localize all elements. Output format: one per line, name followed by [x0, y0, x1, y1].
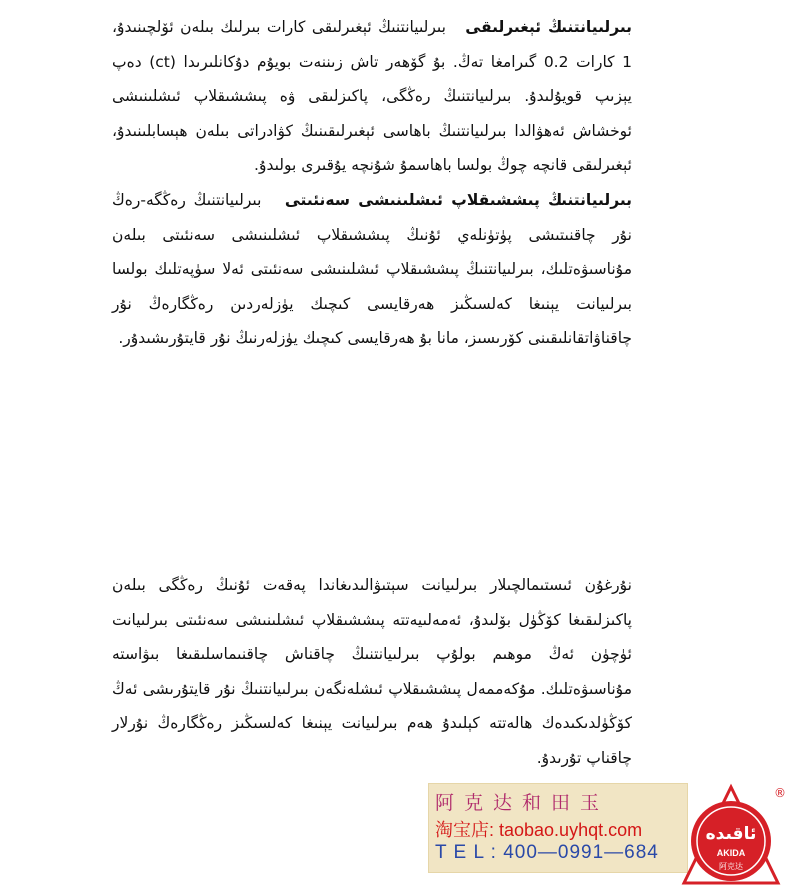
paragraph-heading: بىرلىيانتنىڭ پىششىقلاپ ئىشلىنىشى سەنئىتى [284, 190, 632, 209]
logo-chinese-text: 阿克达 [719, 862, 743, 871]
store-name: 阿克达和田玉 [435, 793, 610, 814]
paragraph-text: بىرلىيانتنىڭ ئېغىرلىقى كارات بىرلىك بىلەن ئۆلچىنىدۇ، 1 كارات 0.2 گىرامغا تەڭ. بۇ گۆھەر تاش زىننەت بويۇم دۇكانلىرىدا (ct) دەپ يېزىپ قويۇلىدۇ. بىرلىيانتنىڭ رەڭگى، پاكىزلىقى ۋە پىششىقلاپ ئىشلىنىشى ئوخشاش ئەھۋالدا بىرلىيانتنىڭ باھاسى ئېغىرلىقىنىڭ كۋادراتى بىلەن ھېسابلىنىدۇ، ئېغىرلىقى قانچە چوڭ بولسا باھاسمۇ شۇنچە يۇقىرى بولىدۇ. [112, 18, 633, 175]
paragraph-text: بىرلىيانتنىڭ رەڭگە-رەڭ نۇر چاقنىتىشى پۈتۈنلەي ئۇنىڭ پىششىقلاپ ئىشلىنىشى سەنئىتى بىلەن مۇناسىۋەتلىك، بىرلىيانتنىڭ پىششىقلاپ ئىشلىنىشى سەنئىتى ئەلا سۈپەتلىك بولسا بىرلىيانت يېنىغا كەلسىڭىز ھەرقايسى كىچىك يۈزلەردىن رەڭگارەڭ نۇر چاقناۋاتقانلىقىنى كۆرىسىز، مانا بۇ ھەرقايسى كىچىك يۈزلەرنىڭ نۇر قايتۇرىشىدۇر. [112, 190, 632, 348]
store-watermark [428, 783, 788, 887]
watermark-box [428, 783, 688, 873]
phone-number: T E L : 400—0991—684 [435, 842, 659, 863]
logo-latin-text: AKIDA [716, 848, 746, 858]
paragraph-cutting-importance [112, 568, 632, 776]
paragraph-diamond-weight [112, 10, 632, 356]
paragraph-text: نۇرغۇن ئىستىمالچىلار بىرلىيانت سېتىۋالىدىغاندا پەقەت ئۇنىڭ رەڭگى بىلەن پاكىزلىقىغا كۆڭۈل بۆلىدۇ، ئەمەلىيەتتە پىششىقلاپ ئىشلىنىشى سەنئىتى بىرلىيانت ئۈچۈن ئەڭ موھىم بولۇپ بىرلىيانتنىڭ چاقناش چاقنىماسلىقىغا بىۋاستە مۇناسىۋەتلىك. مۇكەممەل پىششىقلاپ ئىشلەنگەن بىرلىيانتنىڭ نۇر قايتۇرىشى ئەڭ كۆڭۈلدىكىدەك ھالەتتە كېلىدۇ ھەم بىرلىيانت يېنىغا كەلسىڭىز رەڭگارەڭ نۇرلار چاقناپ تۇرىدۇ. [112, 576, 632, 767]
registered-mark: ® [774, 786, 786, 800]
logo-uyghur-text: ئاقىدە [705, 824, 757, 844]
shop-url: 淘宝店: taobao.uyhqt.com [435, 820, 643, 840]
akida-logo [674, 783, 788, 887]
paragraph-heading: بىرلىيانتنىڭ ئېغىرلىقى [465, 18, 633, 36]
